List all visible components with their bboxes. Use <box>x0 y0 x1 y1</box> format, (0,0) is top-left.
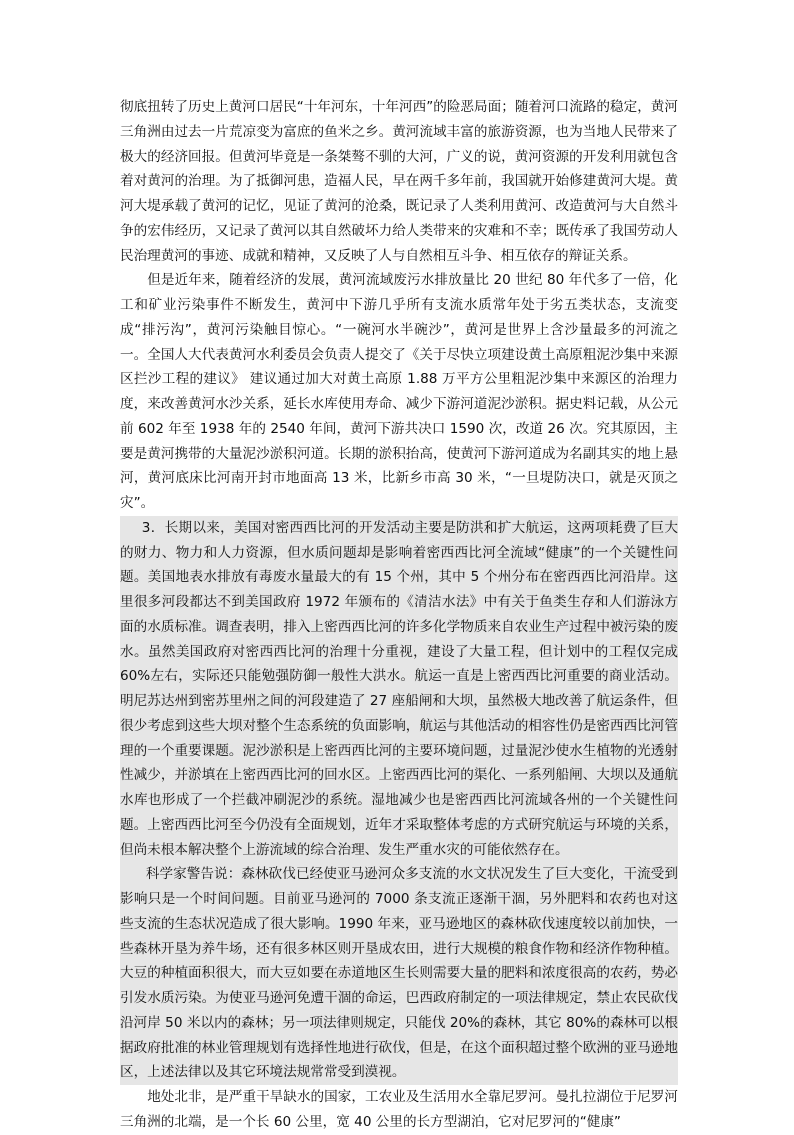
paragraph-mississippi: 3．长期以来，美国对密西西比河的开发活动主要是防洪和扩大航运，这两项耗费了巨大的财力、物力和人力资源，但水质问题却是影响着密西西比河全流域“健康”的一个关键性问题。美国地表水排放有毒废水量最大的有 15 个州，其中 5 个州分布在密西西比河沿岸。这里很多河段都达不到美国政府 1972 年颁布的《清洁水法》中有关于鱼类生存和人们游泳方面的水质标准。调查表明，排入上密西西比河的许多化学物质来自农业生产过程中被污染的废水。虽然美国政府对密西西比河的治理十分重视，建设了大量工程，但计划中的工程仅完成 60%左右，实际还只能勉强防御一般性大洪水。航运一直是上密西西比河重要的商业活动。明尼苏达州到密苏里州之间的河段建造了 27 座船闸和大坝，虽然极大地改善了航运条件，但很少考虑到这些大坝对整个生态系统的负面影响，航运与其他活动的相容性仍是密西西比河管理的一个重要课题。泥沙淤积是上密西西比河的主要环境问题，过量泥沙使水生植物的光透射性减少，并淤填在上密西西比河的回水区。上密西西比河的渠化、一系列船闸、大坝以及通航水库也形成了一个拦截冲刷泥沙的系统。湿地减少也是密西西比河流域各州的一个关键性问题。上密西西比河至今仍没有全面规划，近年才采取整体考虑的方式研究航运与环境的关系，但尚未根本解决整个上游流域的综合治理、发生严重水灾的可能依然存在。 <box>120 516 678 863</box>
paragraph-yellow-river-pollution: 但是近年来，随着经济的发展，黄河流域废污水排放量比 20 世纪 80 年代多了一倍，化工和矿业污染事件不断发生，黄河中下游几乎所有支流水质常年处于劣五类状态，支流变成“排污沟”，黄河污染触目惊心。“一碗河水半碗沙”，黄河是世界上含沙量最多的河流之一。全国人大代表黄河水利委员会负责人提交了《关于尽快立项建设黄土高原粗泥沙集中来源区拦沙工程的建议》 建议通过加大对黄土高原 1.88 万平方公里粗泥沙集中来源区的治理力度，来改善黄河水沙关系，延长水库使用寿命、减少下游河道泥沙淤积。据史料记载，从公元前 602 年至 1938 年的 2540 年间，黄河下游共决口 1590 次，改道 26 次。究其原因，主要是黄河携带的大量泥沙淤积河道。长期的淤积抬高，使黄河下游河道成为名副其实的地上悬河，黄河底床比河南开封市地面高 13 米，比新乡市高 30 米，“一旦堤防决口，就是灭顶之灾”。 <box>120 272 678 511</box>
paragraph-nile: 地处北非，是严重干旱缺水的国家，工农业及生活用水全靠尼罗河。曼扎拉湖位于尼罗河三角洲的北端，是一个长 60 公里，宽 40 公里的长方型湖泊，它对尼罗河的“健康” <box>120 1089 678 1130</box>
document-body <box>120 95 678 1135</box>
paragraph-amazon: 科学家警告说：森林砍伐已经使亚马逊河众多支流的水文状况发生了巨大变化，干流受到影响只是一个时间问题。目前亚马逊河的 7000 条支流正逐渐干涸，另外肥料和农药也对这些支流的生态状况造成了很大影响。1990 年来，亚马逊地区的森林砍伐速度较以前加快，一些森林开垦为养牛场，还有很多林区则开垦成农田，进行大规模的粮食作物和经济作物种植。大豆的种植面积很大，而大豆如要在赤道地区生长则需要大量的肥料和浓度很高的农药，势必引发水质污染。为使亚马逊河免遭干涸的命运，巴西政府制定的一项法律规定，禁止农民砍伐沿河岸 50 米以内的森林；另一项法律则规定，只能伐 20%的森林，其它 80%的森林可以根据政府批准的林业管理规划有选择性地进行砍伐，但是，在这个面积超过整个欧洲的亚马逊地区，上述法律以及其它环境法规常常受到漠视。 <box>120 862 678 1085</box>
paragraph-yellow-river-history: 彻底扭转了历史上黄河口居民“十年河东，十年河西”的险恶局面；随着河口流路的稳定，黄河三角洲由过去一片荒凉变为富庶的鱼米之乡。黄河流域丰富的旅游资源，也为当地人民带来了极大的经济回报。但黄河毕竟是一条桀骜不驯的大河，广义的说，黄河资源的开发利用就包含着对黄河的治理。为了抵御河患，造福人民，早在两千多年前，我国就开始修建黄河大堤。黄河大堤承载了黄河的记忆，见证了黄河的沧桑，既记录了人类利用黄河、改造黄河与大自然斗争的宏伟经历，又记录了黄河以其自然破坏力给人类带来的灾难和不幸；既传承了我国劳动人民治理黄河的事迹、成就和精神，又反映了人与自然相互斗争、相互依存的辩证关系。 <box>120 99 678 264</box>
